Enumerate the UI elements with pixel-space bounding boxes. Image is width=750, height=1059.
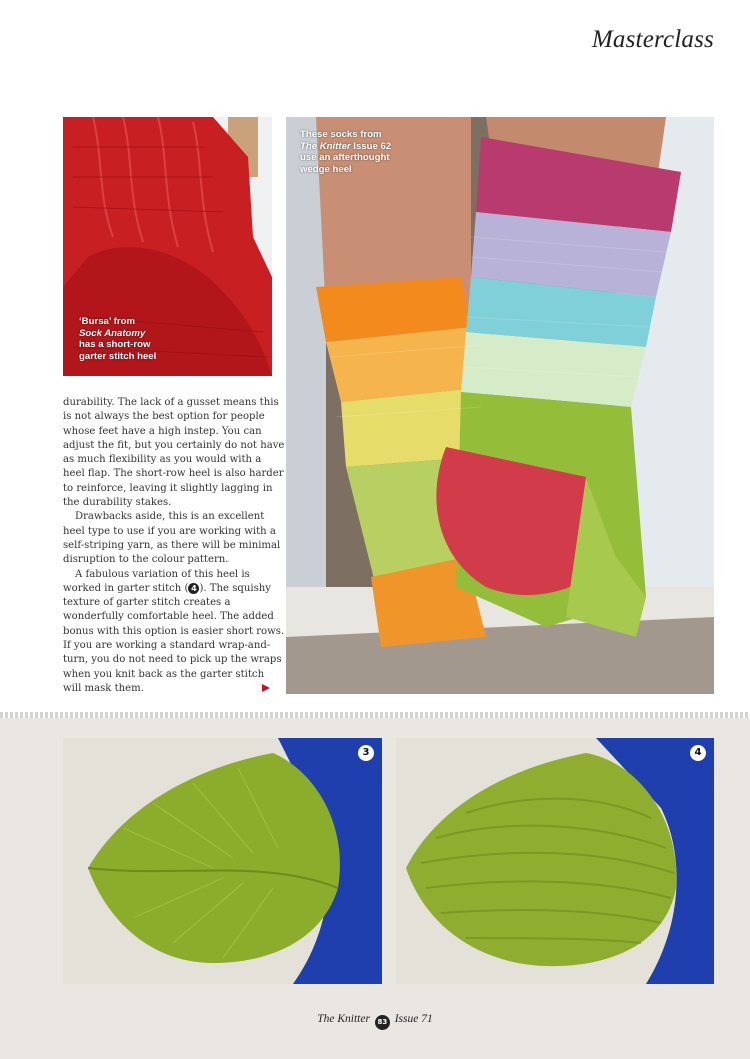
paragraph: Drawbacks aside, this is an excellent heel type to use if you are working with a self-striping yarn, as there will be minimal disruption to the colour pattern. xyxy=(63,511,281,566)
paragraph: A fabulous variation of this heel is worked in garter stitch ( 4 ). The squishy texture of garter stitch creates a wonderfully comfortable heel. The added bonus with this option is easier short rows. If you are working a standard wrap-and- turn, you do not need to pick up the wraps when you knit back as the garter stitch will mask them. xyxy=(63,568,285,694)
socks-caption: These socks from The Knitter Issue 62 use an afterthought wedge heel xyxy=(300,129,392,175)
page-title: Masterclass xyxy=(591,26,714,53)
article-body xyxy=(63,396,285,696)
stockinette-heel-photo xyxy=(63,738,382,984)
figure-3-badge: 3 xyxy=(358,745,374,761)
rainbow-socks-photo xyxy=(286,117,714,694)
garter-heel-photo xyxy=(396,738,714,984)
continue-arrow-icon xyxy=(262,684,270,692)
page-footer: The Knitter 83 Issue 71 xyxy=(0,1013,750,1030)
figure-ref-badge: 4 xyxy=(188,583,199,594)
paragraph: durability. The lack of a gusset means this is not always the best option for people whose feet have a high instep. You can adjust the fit, but you certainly do not have as much flexibility as you would with a heel flap. The short-row heel is also harder to reinforce, leaving it slightly lagging in the durability stakes. xyxy=(63,397,285,509)
bursa-caption: ‘Bursa’ from Sock Anatomy has a short-row garter stitch heel xyxy=(79,316,157,362)
page-number-badge: 83 xyxy=(375,1015,390,1030)
figure-4-badge: 4 xyxy=(690,745,706,761)
